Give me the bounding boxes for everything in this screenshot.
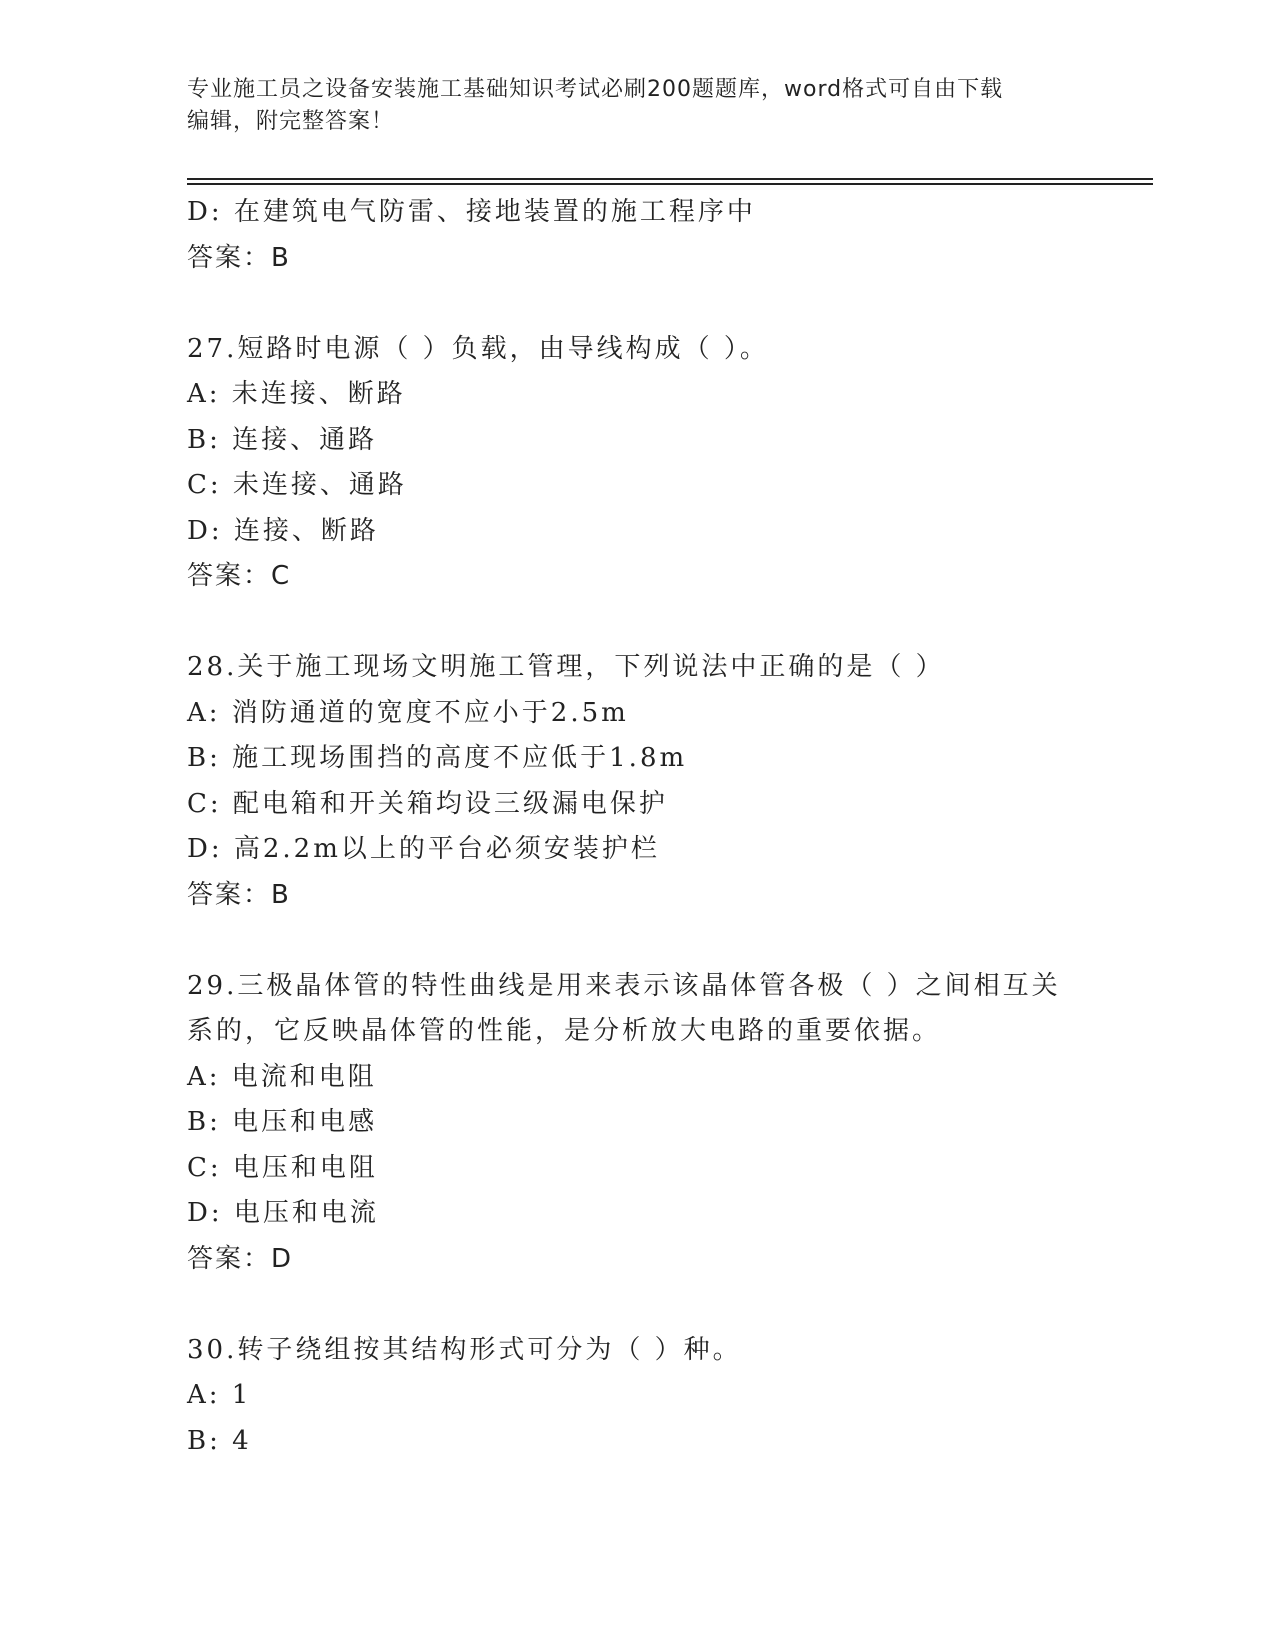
spacer	[187, 918, 1107, 964]
question-stem: 28.关于施工现场文明施工管理，下列说法中正确的是（ ）	[187, 652, 945, 682]
header-divider-bottom	[187, 183, 1153, 185]
prev-option-d: D: 在建筑电气防雷、接地装置的施工程序中	[187, 197, 756, 227]
option-b: B: 施工现场围挡的高度不应低于1.8m	[187, 743, 688, 773]
question-27	[187, 327, 1107, 600]
option-b: B: 电压和电感	[187, 1107, 378, 1137]
option-a: A: 1	[187, 1380, 252, 1410]
question-stem: 27.短路时电源（ ）负载，由导线构成（ ）。	[187, 333, 769, 364]
option-c: C: 电压和电阻	[187, 1152, 378, 1183]
question-29	[187, 964, 1107, 1283]
document-header	[187, 74, 1087, 138]
question-list	[187, 190, 1107, 1464]
question-stem-line-2: 系的，它反映晶体管的性能，是分析放大电路的重要依据。	[187, 1016, 942, 1046]
spacer	[187, 1282, 1107, 1328]
option-b: B: 连接、通路	[187, 424, 378, 455]
option-d: D: 连接、断路	[187, 515, 379, 546]
option-d: D: 高2.2m以上的平台必须安装护栏	[187, 834, 660, 864]
answer: 答案：C	[187, 561, 292, 591]
question-30	[187, 1328, 1107, 1465]
option-c: C: 未连接、通路	[187, 470, 407, 500]
question-stem-line-1: 29.三极晶体管的特性曲线是用来表示该晶体管各极（ ）之间相互关	[187, 970, 1061, 1001]
header-title-line-1: 专业施工员之设备安装施工基础知识考试必刷200题题库，word格式可自由下载	[187, 77, 1004, 102]
option-b: B: 4	[187, 1425, 252, 1456]
option-a: A: 电流和电阻	[187, 1061, 377, 1092]
header-title-line-2: 编辑，附完整答案！	[187, 109, 395, 134]
spacer	[187, 600, 1107, 646]
option-c: C: 配电箱和开关箱均设三级漏电保护	[187, 788, 668, 819]
answer: 答案：D	[187, 1243, 294, 1274]
option-a: A: 消防通道的宽度不应小于2.5m	[187, 697, 629, 728]
question-stem: 30.转子绕组按其结构形式可分为（ ）种。	[187, 1334, 742, 1365]
question-28	[187, 645, 1107, 918]
prev-answer: 答案：B	[187, 242, 291, 273]
spacer	[187, 281, 1107, 327]
header-divider-top	[187, 178, 1153, 180]
option-a: A: 未连接、断路	[187, 379, 406, 409]
answer: 答案：B	[187, 879, 291, 910]
option-d: D: 电压和电流	[187, 1198, 379, 1228]
